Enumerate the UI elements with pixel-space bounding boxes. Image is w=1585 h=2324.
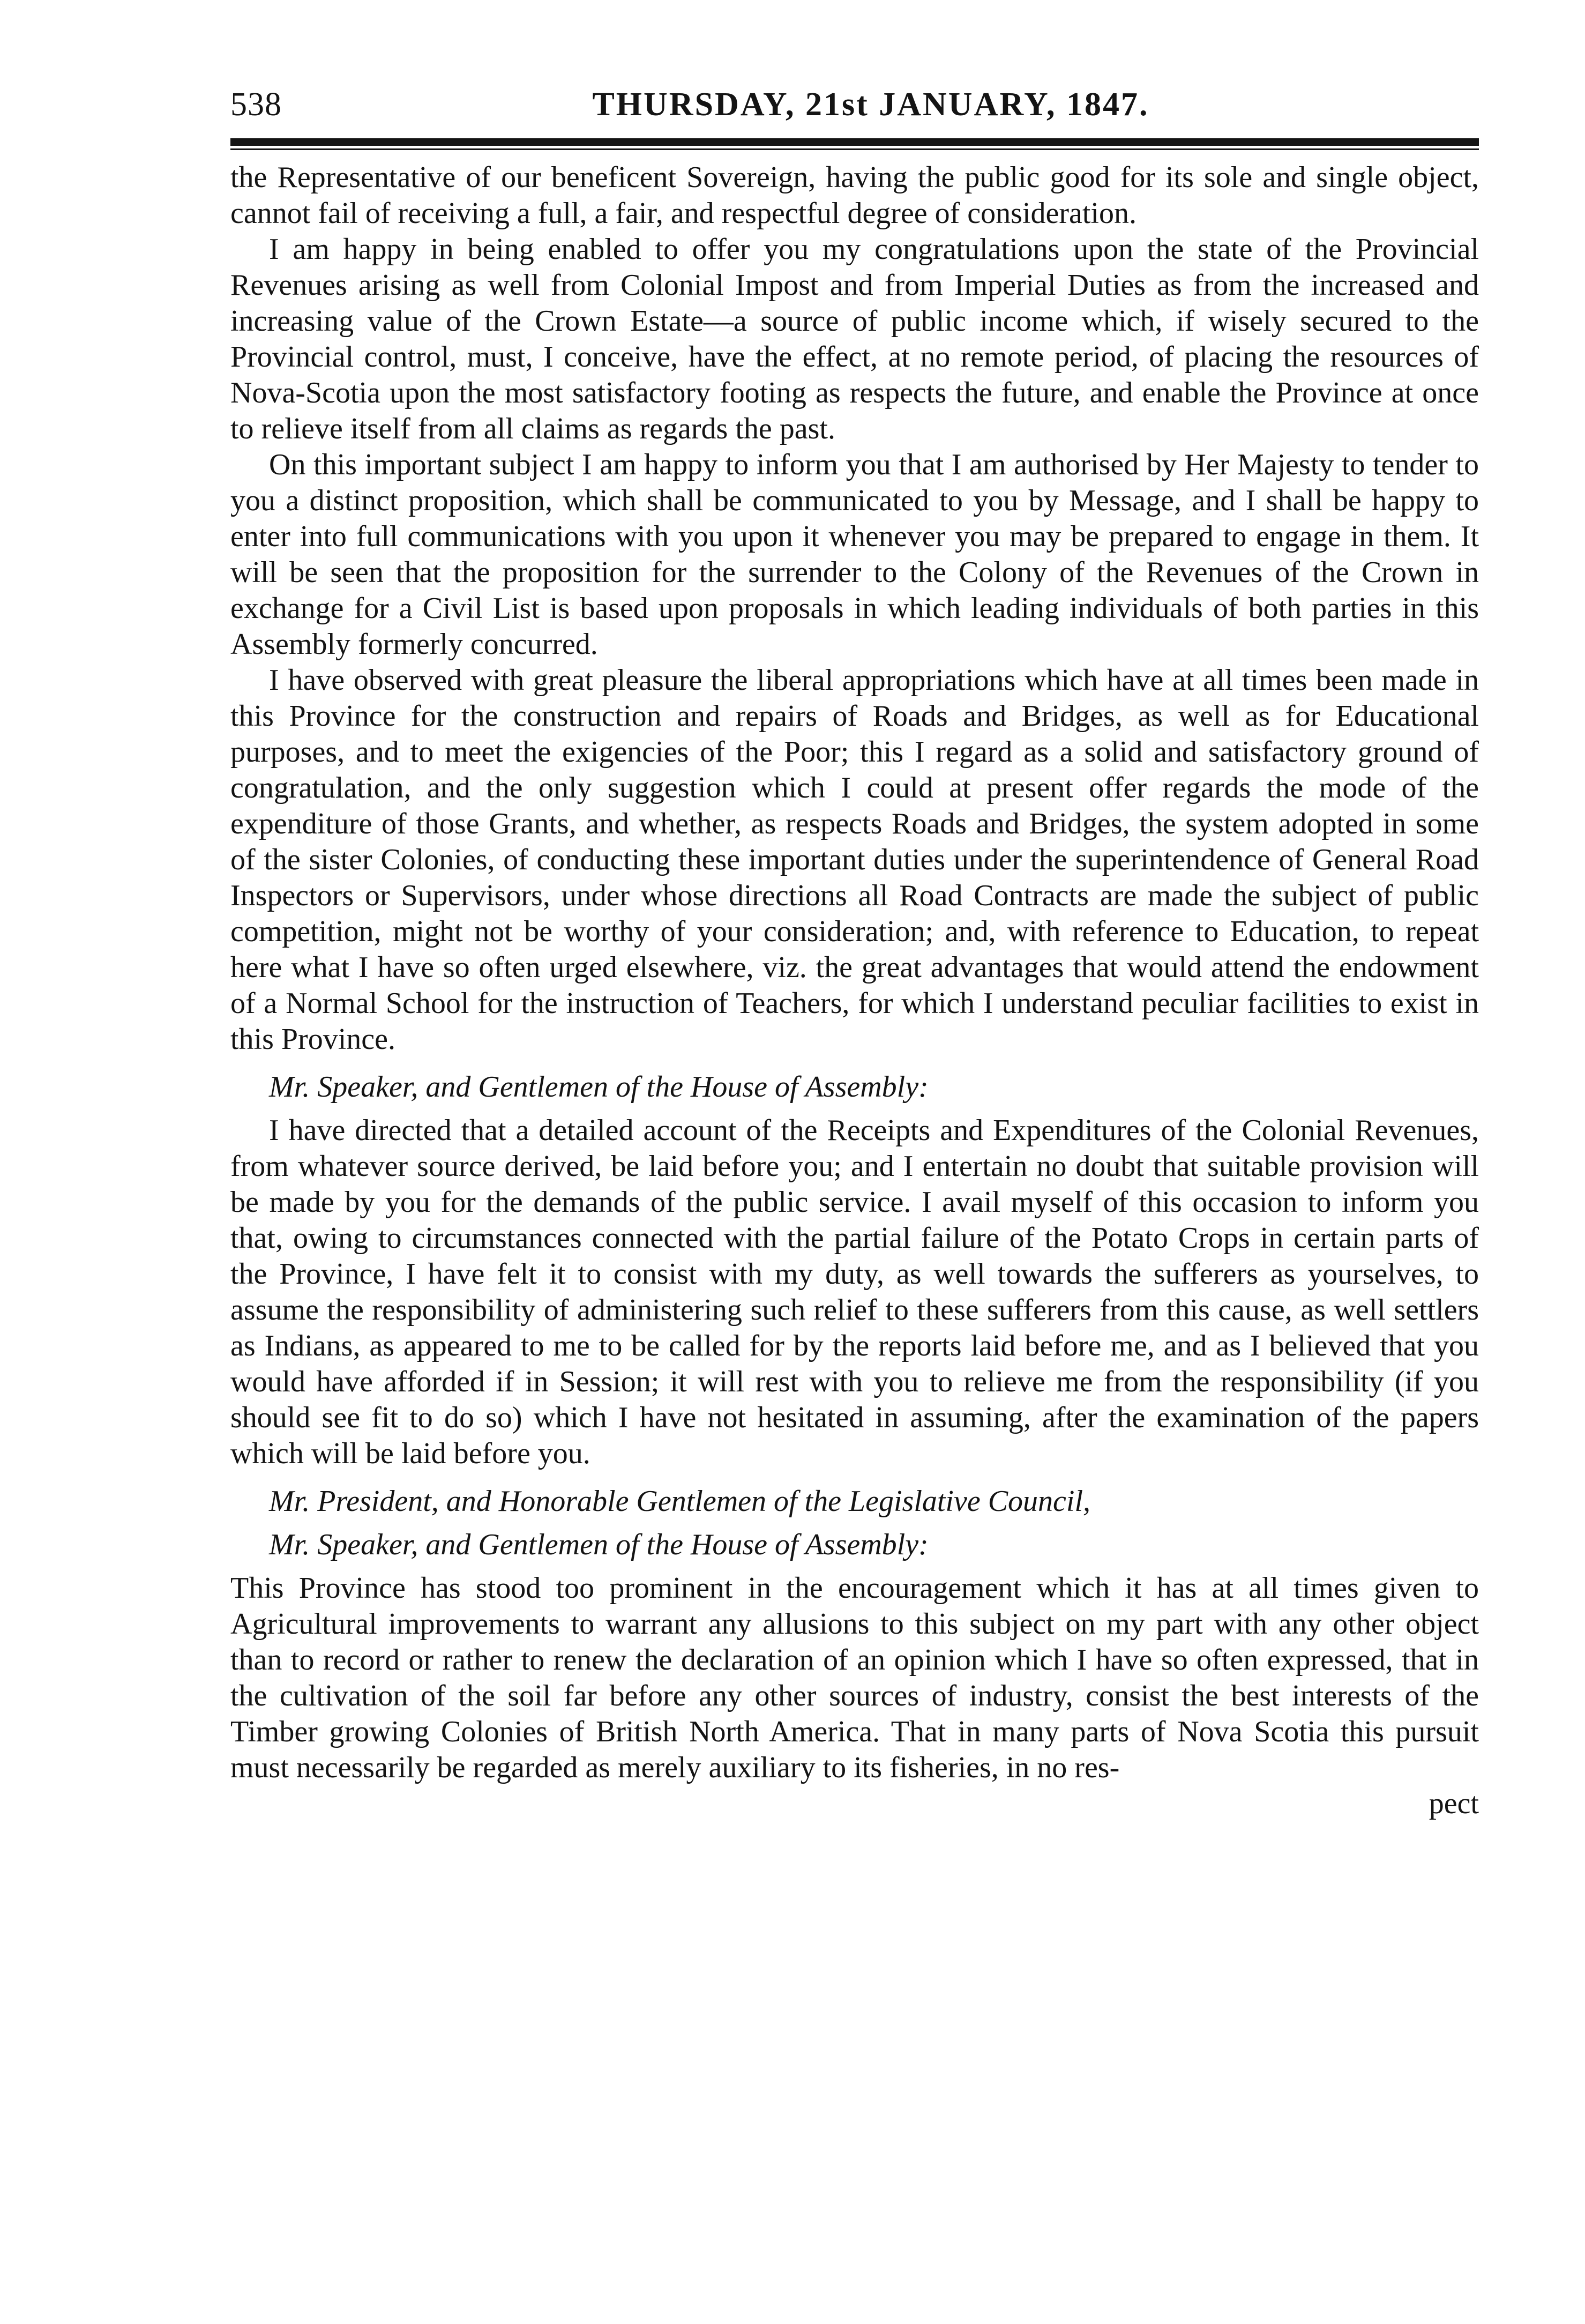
paragraph-revenues: I am happy in being enabled to offer you my congratulations upon the state of the Provincial Revenues arising as well from Colonial Impost and from Imperial Duties as from the increased and increasing value of the Crown Estate—a source of public income which, if wisely secured to the Provincial control, must, I conceive, have the effect, at no remote period, of placing the resources of Nova-Scotia upon the most satisfactory footing as respects the future, and enable the Province at once to relieve itself from all claims as regards the past. [230,233,1479,445]
catchword: pect [1429,1787,1479,1820]
address-speaker: Mr. Speaker, and Gentlemen of the House of Assembly: [269,1070,929,1104]
paragraph-appropriations: I have observed with great pleasure the liberal appropriations which have at all times been made in this Province for the construction and repairs of Roads and Bridges, as well as for Educational purposes, and to meet the exigencies of the Poor; this I regard as a solid and satisfactory ground of congratulation, and the only suggestion which I could at present offer regards the mode of the expenditure of those Grants, and whether, as respects Roads and Bridges, the system adopted in some of the sister Colonies, of conducting these important duties under the superintendence of General Road Inspectors or Supervisors, under whose directions all Road Contracts are made the subject of public competition, might not be worthy of your consideration; and, with reference to Education, to repeat here what I have so often urged elsewhere, viz. the great advantages that would attend the endowment of a Normal School for the instruction of Teachers, for which I understand peculiar facilities to exist in this Province. [230,664,1479,1056]
header-rule-thin [230,148,1479,150]
page-number: 538 [230,86,282,123]
document-page [230,80,1479,1822]
address-president: Mr. President, and Honorable Gentlemen of the Legislative Council, [269,1485,1091,1518]
running-head: THURSDAY, 21st JANUARY, 1847. [592,86,1149,123]
paragraph-agriculture: This Province has stood too prominent in the encouragement which it has at all times given to Agricultural improvements to warrant any allusions to this subject on my part with any other object than to record or rather to renew the declaration of an opinion which I have so often expressed, that in the cultivation of the soil far before any other sources of industry, consist the best interests of the Timber growing Colonies of British North America. That in many parts of Nova Scotia this pursuit must necessarily be regarded as merely auxiliary to its fisheries, in no res- [230,1571,1479,1784]
paragraph-proposition: On this important subject I am happy to inform you that I am authorised by Her Majesty to tender to you a distinct proposition, which shall be communicated to you by Message, and I shall be happy to enter into full communications with you upon it whenever you may be prepared to engage in them. It will be seen that the proposition for the surrender to the Colony of the Revenues of the Crown in exchange for a Civil List is based upon proposals in which leading individuals of both parties in this Assembly formerly concurred. [230,448,1479,661]
body-text [230,160,1479,1822]
paragraph-continued: the Representative of our beneficent Sovereign, having the public good for its sole and single object, cannot fail of receiving a full, a fair, and respectful degree of consideration. [230,161,1479,230]
address-speaker-second: Mr. Speaker, and Gentlemen of the House of Assembly: [269,1528,929,1561]
header-rule-thick [230,138,1479,146]
paragraph-receipts: I have directed that a detailed account of the Receipts and Expenditures of the Colonial Revenues, from whatever source derived, be laid before you; and I entertain no doubt that suitable provision will be made by you for the demands of the public service. I avail myself of this occasion to inform you that, owing to circumstances connected with the partial failure of the Potato Crops in certain parts of the Province, I have felt it to consist with my duty, as well towards the sufferers as yourselves, to assume the responsibility of administering such relief to these sufferers from this cause, as well settlers as Indians, as appeared to me to be called for by the reports laid before me, and as I believed that you would have afforded if in Session; it will rest with you to relieve me from the responsibility (if you should see fit to do so) which I have not hesitated in assuming, after the examination of the papers which will be laid before you. [230,1114,1479,1470]
page-header [230,80,1479,134]
